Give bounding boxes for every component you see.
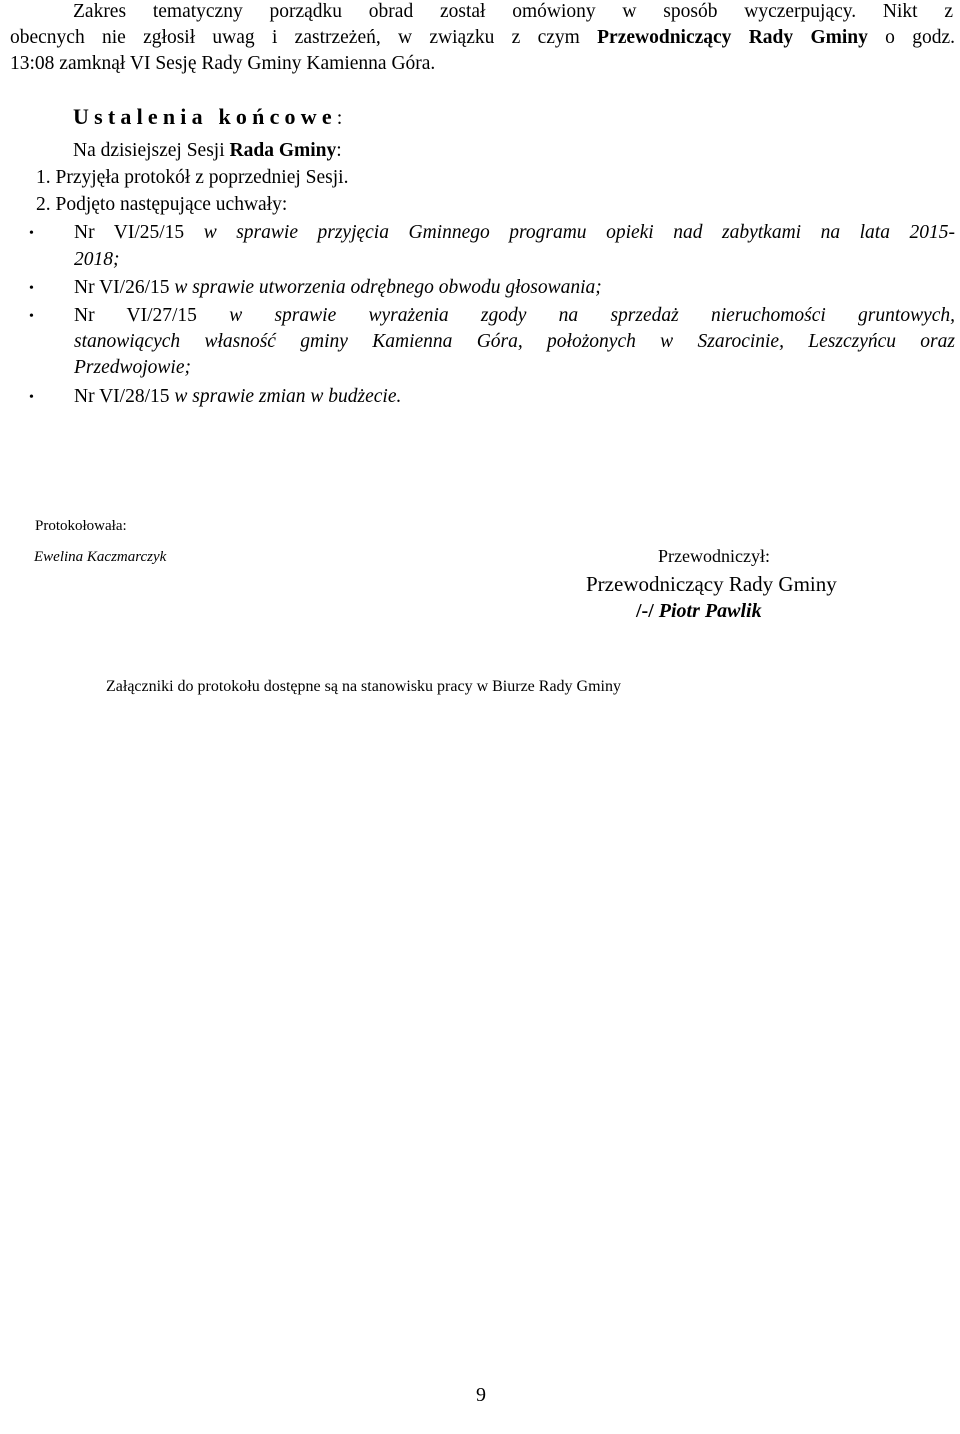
resolution-4-number: Nr VI/28/15: [74, 386, 175, 407]
finding-item-2: 2. Podjęto następujące uchwały:: [36, 194, 288, 215]
bullet-icon: •: [29, 390, 34, 405]
bullet-icon: •: [29, 281, 34, 296]
chair-label: Przewodniczył:: [658, 546, 770, 566]
finding-item-1: 1. Przyjęła protokół z poprzedniej Sesji.: [36, 167, 349, 188]
attachments-note: Załączniki do protokołu dostępne są na stanowisku pracy w Biurze Rady Gminy: [106, 678, 621, 695]
intro-text: Na dzisiejszej Sesji: [73, 140, 230, 161]
resolution-4-text: w sprawie zmian w budżecie.: [174, 386, 402, 407]
resolution-1-text: w sprawie przyjęcia Gminnego programu opieki nad zabytkami na lata 2015-: [203, 222, 955, 243]
resolution-1-number: Nr VI/25/15: [74, 222, 204, 243]
resolution-3-line-3: Przedwojowie;: [74, 357, 191, 378]
resolution-1-line-1: [74, 222, 955, 244]
closing-chairman: Przewodniczący Rady Gminy: [597, 27, 868, 48]
chair-title: Przewodniczący Rady Gminy: [586, 572, 837, 596]
bullet-icon: •: [29, 226, 34, 241]
intro-council: Rada Gminy: [229, 140, 337, 161]
findings-heading: [73, 104, 342, 130]
findings-heading-colon: :: [336, 107, 343, 129]
resolution-3-number: Nr VI/27/15: [74, 305, 230, 326]
recorder-name: Ewelina Kaczmarczyk: [34, 549, 167, 565]
closing-line-3: 13:08 zamknął VI Sesję Rady Gminy Kamienna Góra.: [10, 53, 436, 74]
closing-line-2: [10, 27, 955, 49]
closing-line-1: Zakres tematyczny porządku obrad został omówiony w sposób wyczerpujący. Nikt z: [73, 1, 953, 22]
bullet-icon: •: [29, 309, 34, 324]
chair-prefix: /-/: [636, 600, 659, 622]
resolution-4: [74, 386, 401, 408]
closing-line-2-end: o godz.: [867, 27, 955, 48]
page-number: 9: [476, 1384, 486, 1406]
recorder-label: Protokołowała:: [35, 518, 127, 534]
chair-signature: [636, 600, 762, 623]
closing-line-2-text: obecnych nie zgłosił uwag i zastrzeżeń, w związku z czym: [10, 27, 598, 48]
resolution-3-text: w sprawie wyrażenia zgody na sprzedaż nieruchomości gruntowych,: [229, 305, 956, 326]
findings-intro: [73, 140, 342, 162]
resolution-3-line-2: stanowiących własność gminy Kamienna Góra, położonych w Szarocinie, Leszczyńcu oraz: [74, 331, 955, 352]
chair-name: Piotr Pawlik: [658, 600, 762, 622]
resolution-2: [74, 277, 602, 299]
resolution-2-number: Nr VI/26/15: [74, 277, 175, 298]
resolution-2-text: w sprawie utworzenia odrębnego obwodu głosowania;: [174, 277, 602, 298]
intro-colon: :: [336, 140, 342, 161]
resolution-3-line-1: [74, 305, 955, 327]
resolution-1-line-2: 2018;: [74, 249, 120, 270]
findings-heading-text: Ustalenia końcowe: [73, 104, 337, 129]
